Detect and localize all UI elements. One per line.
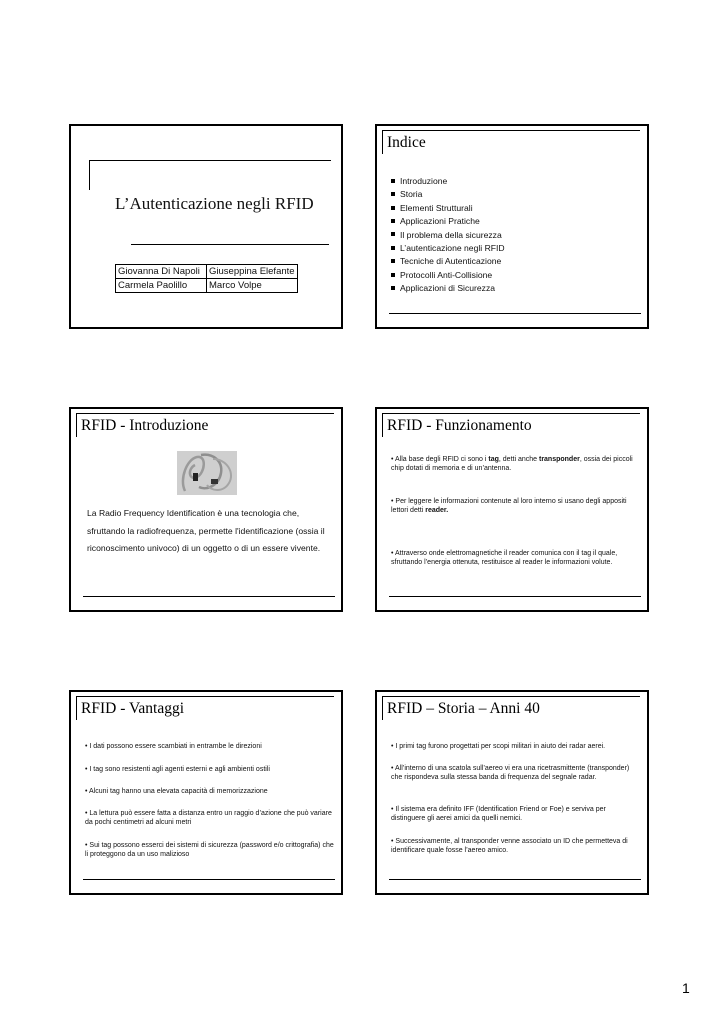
index-list [391,175,505,296]
list-item: Il problema della sicurezza [391,229,505,242]
slide-title: RFID - Introduzione [81,417,209,434]
title-underline [131,244,329,245]
bullet-text: • Sui tag possono esserci dei sistemi di sicurezza (password e/o crittografia) che li proteggono da un uso malizioso [85,842,334,858]
accent-top-line [76,413,334,414]
accent-vertical-line [76,696,77,720]
list-item: Applicazioni di Sicurezza [391,282,505,295]
slide-storia [375,690,649,895]
square-bullet-icon [391,232,395,236]
footer-line [389,879,641,880]
accent-top-line [382,696,640,697]
square-bullet-icon [391,273,395,277]
list-item: Tecniche di Autenticazione [391,255,505,268]
bullet-text: • Attraverso onde elettromagnetiche il reader comunica con il tag il quale, sfruttando l’energia ottenuta, restituisce al reader le informazioni volute. [391,550,618,566]
slide-index [375,124,649,329]
bullet-text: • Successivamente, al transponder venne associato un ID che permetteva di identificare quale fosse l’aereo amico. [391,838,628,854]
slide-title: RFID - Funzionamento [387,417,532,434]
slide-title: Indice [387,134,426,151]
author-cell: Giuseppina Elefante [207,265,298,279]
list-item: Introduzione [391,175,505,188]
author-cell: Marco Volpe [207,279,298,293]
bullet-text: • Alla base degli RFID ci sono i tag, detti anche transponder, ossia dei piccoli chip dotati di memoria e di un’antenna. [391,456,633,472]
accent-top-line [89,160,331,161]
bullet-text: • I primi tag furono progettati per scopi militari in aiuto dei radar aerei. [391,743,606,750]
square-bullet-icon [391,246,395,250]
footer-line [83,596,335,597]
rfid-tag-photo [177,451,237,495]
bullet-text: • Per leggere le informazioni contenute al loro interno si usano degli appositi lettori detti reader. [391,498,627,514]
list-item: Protocolli Anti-Collisione [391,269,505,282]
page-number: 1 [682,980,690,996]
accent-top-line [382,413,640,414]
slide-vantaggi [69,690,343,895]
slide-title: RFID – Storia – Anni 40 [387,700,540,717]
bullet-text: • Alcuni tag hanno una elevata capacità di memorizzazione [85,788,268,795]
bullet-text: • La lettura può essere fatta a distanza entro un raggio d’azione che può variare da pochi centimetri ad alcuni metri [85,810,332,826]
square-bullet-icon [391,206,395,210]
authors-table [115,264,298,293]
accent-top-line [76,696,334,697]
list-item: L’autenticazione negli RFID [391,242,505,255]
accent-vertical-line [89,160,90,190]
author-cell: Carmela Paolillo [116,279,207,293]
list-item: Applicazioni Pratiche [391,215,505,228]
square-bullet-icon [391,259,395,263]
square-bullet-icon [391,219,395,223]
slide-funzionamento [375,407,649,612]
slide-title [69,124,343,329]
presentation-title: L’Autenticazione negli RFID [115,194,314,213]
accent-vertical-line [382,696,383,720]
list-item: Elementi Strutturali [391,202,505,215]
list-item: Storia [391,188,505,201]
square-bullet-icon [391,179,395,183]
accent-vertical-line [382,413,383,437]
bullet-text: • Il sistema era definito IFF (Identification Friend or Foe) e serviva per distinguere gli aerei amici da quelli nemici. [391,806,606,822]
slide-introduzione [69,407,343,612]
accent-top-line [382,130,640,131]
slide-title: RFID - Vantaggi [81,700,185,717]
square-bullet-icon [391,286,395,290]
accent-vertical-line [76,413,77,437]
author-cell: Giovanna Di Napoli [116,265,207,279]
footer-line [389,313,641,314]
bullet-text: • I dati possono essere scambiati in entrambe le direzioni [85,743,262,750]
square-bullet-icon [391,192,395,196]
bullet-text: • I tag sono resistenti agli agenti esterni e agli ambienti ostili [85,766,270,773]
table-row [116,265,298,279]
rfid-tag-image-icon [177,451,237,495]
footer-line [389,596,641,597]
footer-line [83,879,335,880]
accent-vertical-line [382,130,383,154]
intro-paragraph: La Radio Frequency Identification è una tecnologia che, sfruttando la radiofrequenza, permette l'identificazione (ossia il riconoscimento univoco) di un oggetto o di un essere vivente. [87,508,325,554]
table-row [116,279,298,293]
bullet-text: • All’interno di una scatola sull’aereo vi era una ricetrasmittente (transponder) che rispondeva sulla stessa banda di frequenza del segnale radar. [391,765,630,781]
